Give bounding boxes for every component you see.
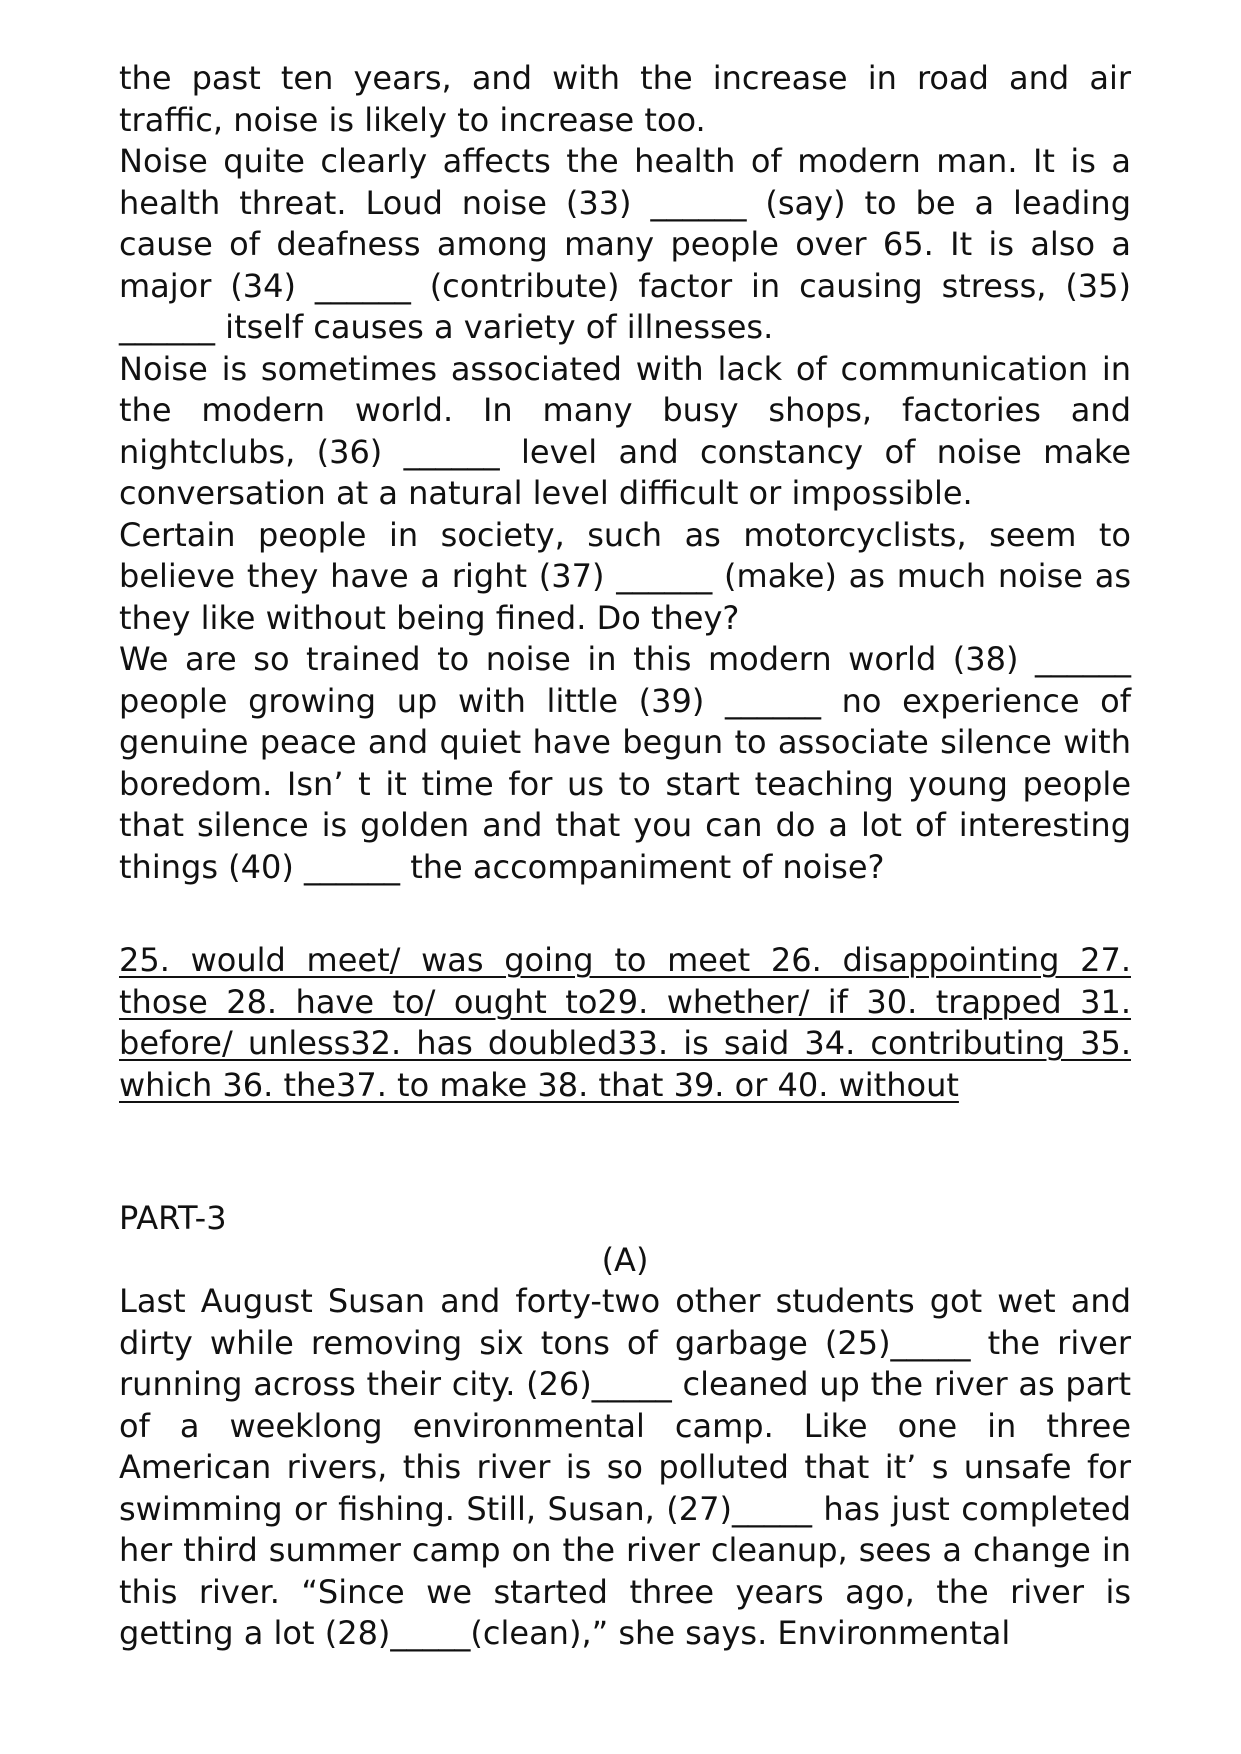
document-page <box>119 58 1131 1655</box>
paragraph-3: Noise is sometimes associated with lack of communication in the modern world. In many busy shops, factories and nightclubs, (36) ______ level and constancy of noise make conversation at a natural level difficult or impossible. <box>119 349 1131 512</box>
paragraph-5: We are so trained to noise in this modern world (38) ______ people growing up with little (39) ______ no experience of genuine peace and quiet have begun to associate silence with boredom. Isn’ t it time for us to start teaching young people that silence is golden and that you can do a lot of interesting things (40) ______ the accompaniment of noise? <box>119 640 1131 886</box>
part-title: PART-3 <box>119 1199 227 1237</box>
paragraph-4: Certain people in society, such as motorcyclists, seem to believe they have a right (37) ______ (make) as much noise as they like without being fined. Do they? <box>119 515 1131 637</box>
paragraph-2: Noise quite clearly affects the health of modern man. It is a health threat. Loud noise (33) ______ (say) to be a leading cause of deafness among many people over 65. It is also a major (34) ______ (contribute) factor in causing stress, (35) ______ itself causes a variety of illnesses. <box>119 142 1131 346</box>
answer-key: 25. would meet/ was going to meet 26. disappointing 27. those 28. have to/ ought to29. whether/ if 30. trapped 31. before/ unless32. has doubled33. is said 34. contributing 35. which 36. the37. to make 38. that 39. or 40. without <box>119 941 1131 1104</box>
paragraph-1: the past ten years, and with the increase in road and air traffic, noise is likely to increase too. <box>119 59 1131 139</box>
part3-paragraph: Last August Susan and forty-two other students got wet and dirty while removing six tons of garbage (25)_____ the river running across their city. (26)_____ cleaned up the river as part of a weeklong environmental camp. Like one in three American rivers, this river is so polluted that it’ s unsafe for swimming or fishing. Still, Susan, (27)_____ has just completed her third summer camp on the river cleanup, sees a change in this river. “Since we started three years ago, the river is getting a lot (28)_____(clean),” she says. Environmental <box>119 1282 1131 1652</box>
section-label: (A) <box>601 1240 649 1279</box>
